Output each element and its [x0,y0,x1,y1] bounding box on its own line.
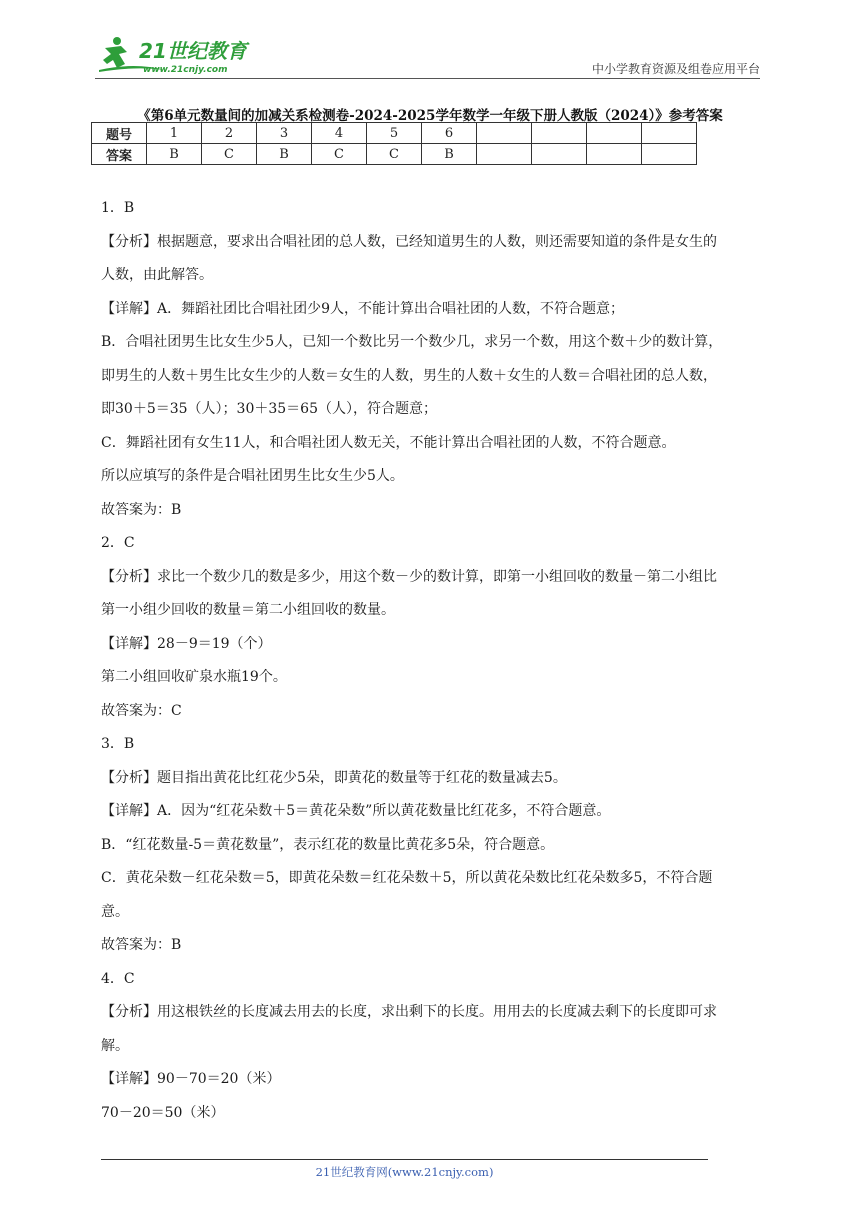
text-line: B．合唱社团男生比女生少5人，已知一个数比另一个数少几，求另一个数，用这个数＋少的数计算， [101,334,723,350]
answer-table [91,122,697,165]
text-line: 【分析】根据题意，要求出合唱社团的总人数，已经知道男生的人数，则还需要知道的条件是女生的 [101,233,717,250]
table-cell [532,123,587,144]
text-line: C．黄花朵数－红花朵数＝5，即黄花朵数＝红花朵数＋5，所以黄花朵数比红花朵数多5，不符合题 [101,870,713,886]
table-cell: 6 [422,123,477,144]
table-cell: B [147,144,202,165]
table-cell [587,144,642,165]
logo-url-text: www.21cnjy.com [143,65,228,75]
platform-name: 中小学教育资源及组卷应用平台 [591,62,760,76]
text-line: 【详解】A．因为“红花朵数＋5＝黄花朵数”所以黄花数量比红花多，不符合题意。 [101,803,611,819]
table-cell: 4 [312,123,367,144]
text-line: 人数，由此解答。 [101,267,213,283]
table-cell [642,144,697,165]
text-line: 【分析】求比一个数少几的数是多少，用这个数－少的数计算，即第一小组回收的数量－第二小组比 [101,568,717,585]
text-line: 第二小组回收矿泉水瓶19个。 [101,669,287,685]
text-line: 2．C [101,535,135,551]
logo-main-text: 21世纪教育 [139,39,247,63]
text-line: 【分析】题目指出黄花比红花少5朵，即黄花的数量等于红花的数量减去5。 [101,769,567,786]
table-cell [587,123,642,144]
table-cell: B [422,144,477,165]
row-label-answer: 答案 [92,144,147,165]
table-cell [477,123,532,144]
page-header [95,28,760,80]
table-cell: 3 [257,123,312,144]
header-divider [95,78,760,79]
answer-explanations [101,192,766,1130]
table-cell: 5 [367,123,422,144]
table-cell: C [367,144,422,165]
table-cell [642,123,697,144]
text-line: 3．B [101,736,135,752]
text-line: B．“红花数量-5＝黄花数量”，表示红花的数量比黄花多5朵，符合题意。 [101,836,555,853]
text-line: 解。 [101,1037,129,1054]
text-line: 故答案为：B [101,937,182,953]
text-line: 第一小组少回收的数量＝第二小组回收的数量。 [101,602,395,618]
table-cell [477,144,532,165]
text-line: 【分析】用这根铁丝的长度减去用去的长度，求出剩下的长度。用用去的长度减去剩下的长度即可求 [101,1004,717,1020]
footer-divider [101,1159,708,1160]
text-line: 4．C [101,970,135,987]
text-line: 【详解】90－70＝20（米） [101,1071,281,1087]
table-cell: B [257,144,312,165]
text-line: 故答案为：B [101,501,182,518]
logo-21cnjy-icon [95,34,260,78]
table-cell: C [202,144,257,165]
row-label-number: 题号 [92,123,147,144]
text-line: 【详解】A．舞蹈社团比合唱社团少9人，不能计算出合唱社团的人数，不符合题意； [101,300,625,317]
table-cell: 2 [202,123,257,144]
document-title: 《第6单元数量间的加减关系检测卷-2024-2025学年数学一年级下册人教版（2024）》参考答案 [137,108,723,124]
text-line: 即30＋5＝35（人）；30＋35＝65（人），符合题意； [101,401,437,417]
text-line: C．舞蹈社团有女生11人，和合唱社团人数无关，不能计算出合唱社团的人数，不符合题意。 [101,434,676,451]
text-line: 故答案为：C [101,702,182,719]
text-line: 即男生的人数＋男生比女生少的人数＝女生的人数，男生的人数＋女生的人数＝合唱社团的总人数， [101,367,717,384]
answer-table-number-row [92,123,697,144]
answer-table-answer-row [92,144,697,165]
table-cell: C [312,144,367,165]
footer-source: 21世纪教育网(www.21cnjy.com) [315,1165,494,1179]
text-line: 【详解】28－9＝19（个） [101,635,272,652]
text-line: 70－20＝50（米） [101,1104,225,1121]
table-cell [532,144,587,165]
text-line: 所以应填写的条件是合唱社团男生比女生少5人。 [101,468,404,484]
text-line: 意。 [101,903,129,920]
table-cell: 1 [147,123,202,144]
text-line: 1．B [101,200,135,216]
